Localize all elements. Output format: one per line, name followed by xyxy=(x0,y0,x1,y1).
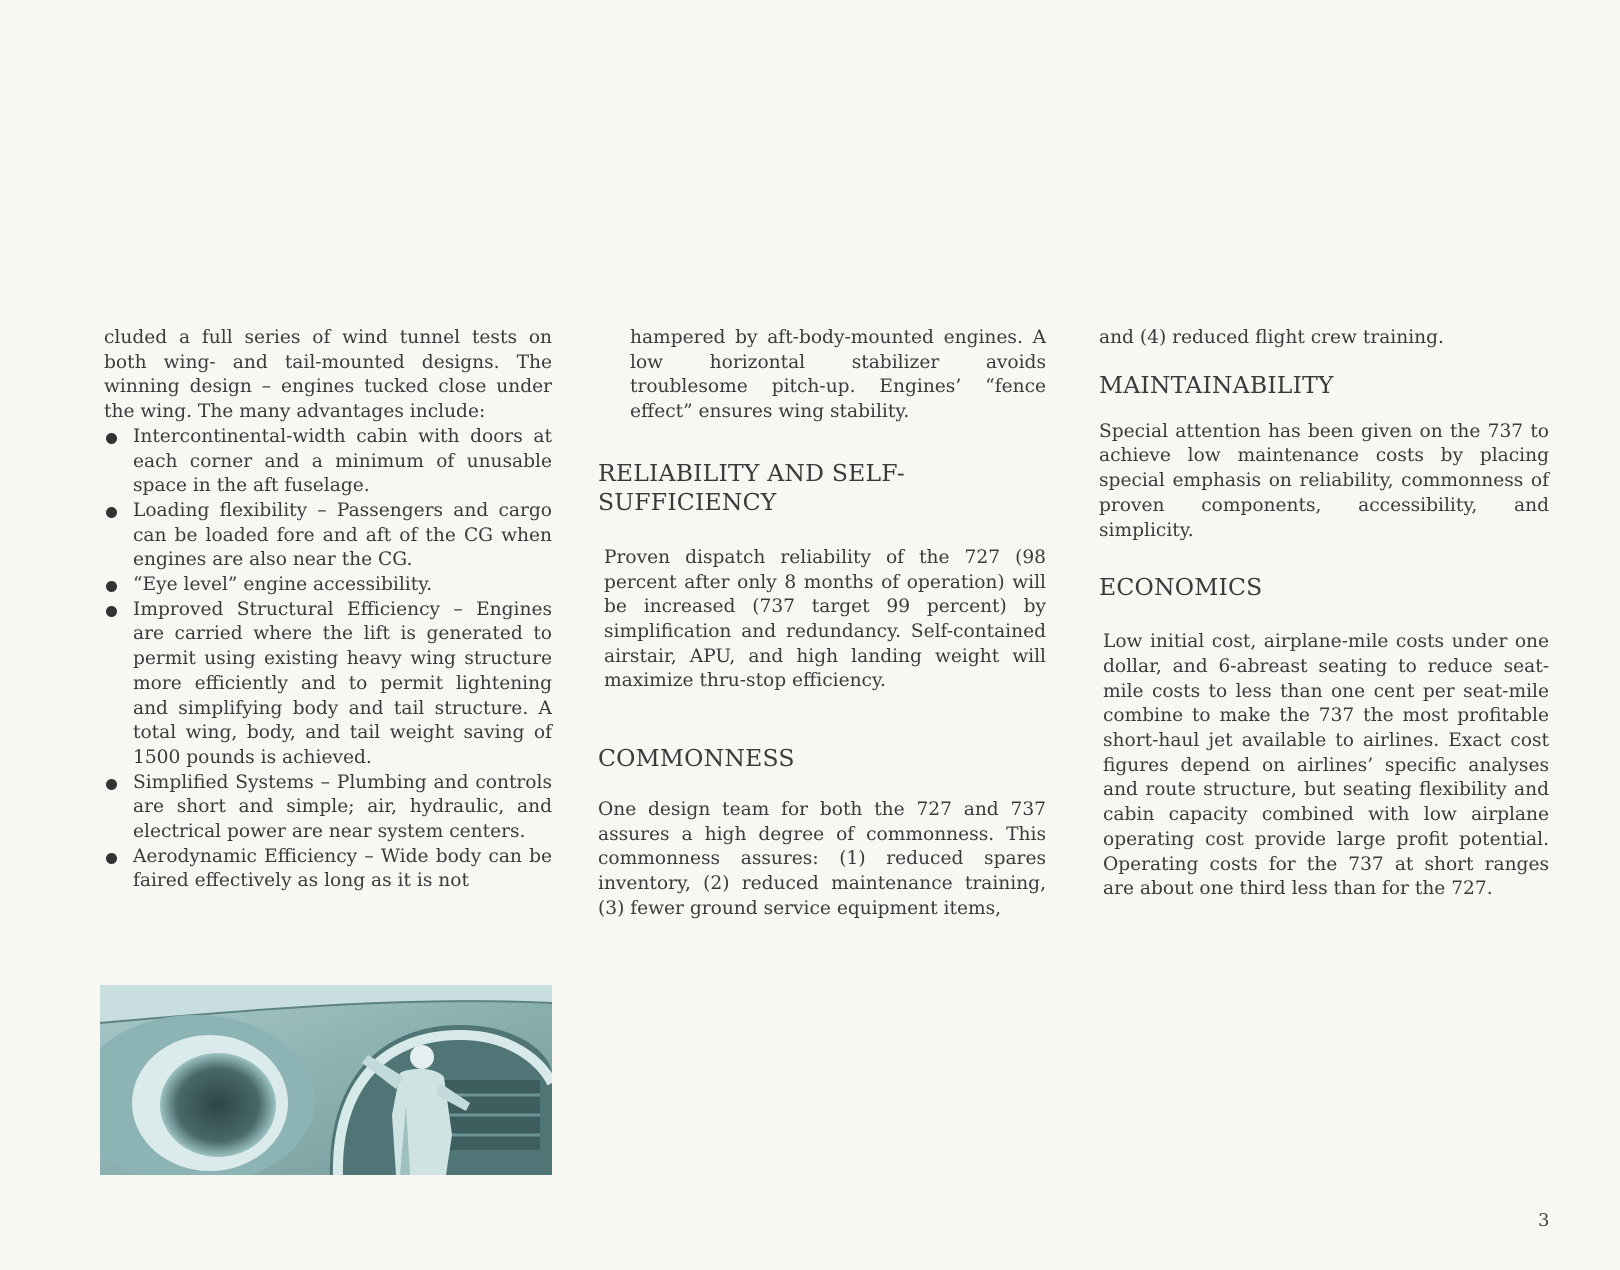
page-number: 3 xyxy=(1538,1210,1550,1231)
list-item-text: Intercontinental-width cabin with doors at each corner and a minimum of unusable space in the aft fuselage. xyxy=(133,425,552,497)
list-item-text: Improved Structural Efficiency – Engines are carried where the lift is generated to permit using existing heavy wing structure more efficiently and to permit lightening and simplifying body and tail structure. A total wing, body, and tail weight saving of 1500 pounds is achieved. xyxy=(133,598,552,768)
list-item xyxy=(104,573,552,598)
list-item-text: “Eye level” engine accessibility. xyxy=(133,574,433,596)
maintainability-paragraph: Special attention has been given on the 737 to achieve low maintenance costs by placing special emphasis on reliability, commonness of proven components, accessibility, and simplicity. xyxy=(1099,420,1549,541)
advantages-list xyxy=(104,425,552,894)
middle-column xyxy=(598,326,1046,922)
bullet-icon xyxy=(106,433,117,444)
middle-continuation-paragraph: hampered by aft-body-mounted engines. A low horizontal stabilizer avoids troublesome pitch-up. Engines’ “fence effect” ensures wing stability. xyxy=(630,327,1046,423)
bullet-icon xyxy=(106,507,117,518)
economics-paragraph: Low initial cost, airplane-mile costs under one dollar, and 6-abreast seating to reduce seat-mile costs to less than one cent per seat-mile combine to make the 737 the most profitable short-haul jet available to airlines. Exact cost figures depend on airlines’ specific analyses and route structure, but seating flexibility and cabin capacity combined with low airplane operating cost provide large profit potential. Operating costs for the 737 at short ranges are about one third less than for the 727. xyxy=(1103,631,1549,900)
reliability-paragraph: Proven dispatch reliability of the 727 (98 percent after only 8 months of operation) will be increased (737 target 99 percent) by simplification and redundancy. Self-contained airstair, APU, and high landing weight will maximize thru-stop efficiency. xyxy=(604,546,1046,692)
right-column xyxy=(1099,326,1549,902)
bullet-icon xyxy=(106,853,117,864)
economics-heading: ECONOMICS xyxy=(1099,573,1263,602)
left-intro-paragraph: cluded a full series of wind tunnel tests on both wing- and tail-mounted designs. The winning design – engines tucked close under the wing. The many advantages include: xyxy=(104,327,552,423)
commonness-heading: COMMONNESS xyxy=(598,744,795,773)
list-item-text: Aerodynamic Efficiency – Wide body can be faired effectively as long as it is not xyxy=(133,845,552,892)
bullet-icon xyxy=(106,779,117,790)
maintainability-heading: MAINTAINABILITY xyxy=(1099,370,1334,399)
list-item xyxy=(104,771,552,845)
list-item xyxy=(104,499,552,573)
list-item-text: Simplified Systems – Plumbing and controls are short and simple; air, hydraulic, and electrical power are near system centers. xyxy=(133,771,552,843)
bullet-icon xyxy=(106,581,117,592)
list-item-text: Loading flexibility – Passengers and cargo can be loaded fore and aft of the CG when engines are also near the CG. xyxy=(133,499,552,571)
list-item xyxy=(104,425,552,499)
list-item xyxy=(104,598,552,771)
right-continuation-paragraph: and (4) reduced flight crew training. xyxy=(1099,327,1444,348)
left-column xyxy=(104,326,552,894)
list-item xyxy=(104,845,552,894)
commonness-paragraph: One design team for both the 727 and 737 assures a high degree of commonness. This commonness assures: (1) reduced spares inventory, (2) reduced maintenance training, (3) fewer ground service equipment items, xyxy=(598,799,1046,919)
engine-mechanic-illustration xyxy=(100,985,552,1175)
reliability-heading: RELIABILITY AND SELF-SUFFICIENCY xyxy=(598,458,905,516)
bullet-icon xyxy=(106,606,117,617)
